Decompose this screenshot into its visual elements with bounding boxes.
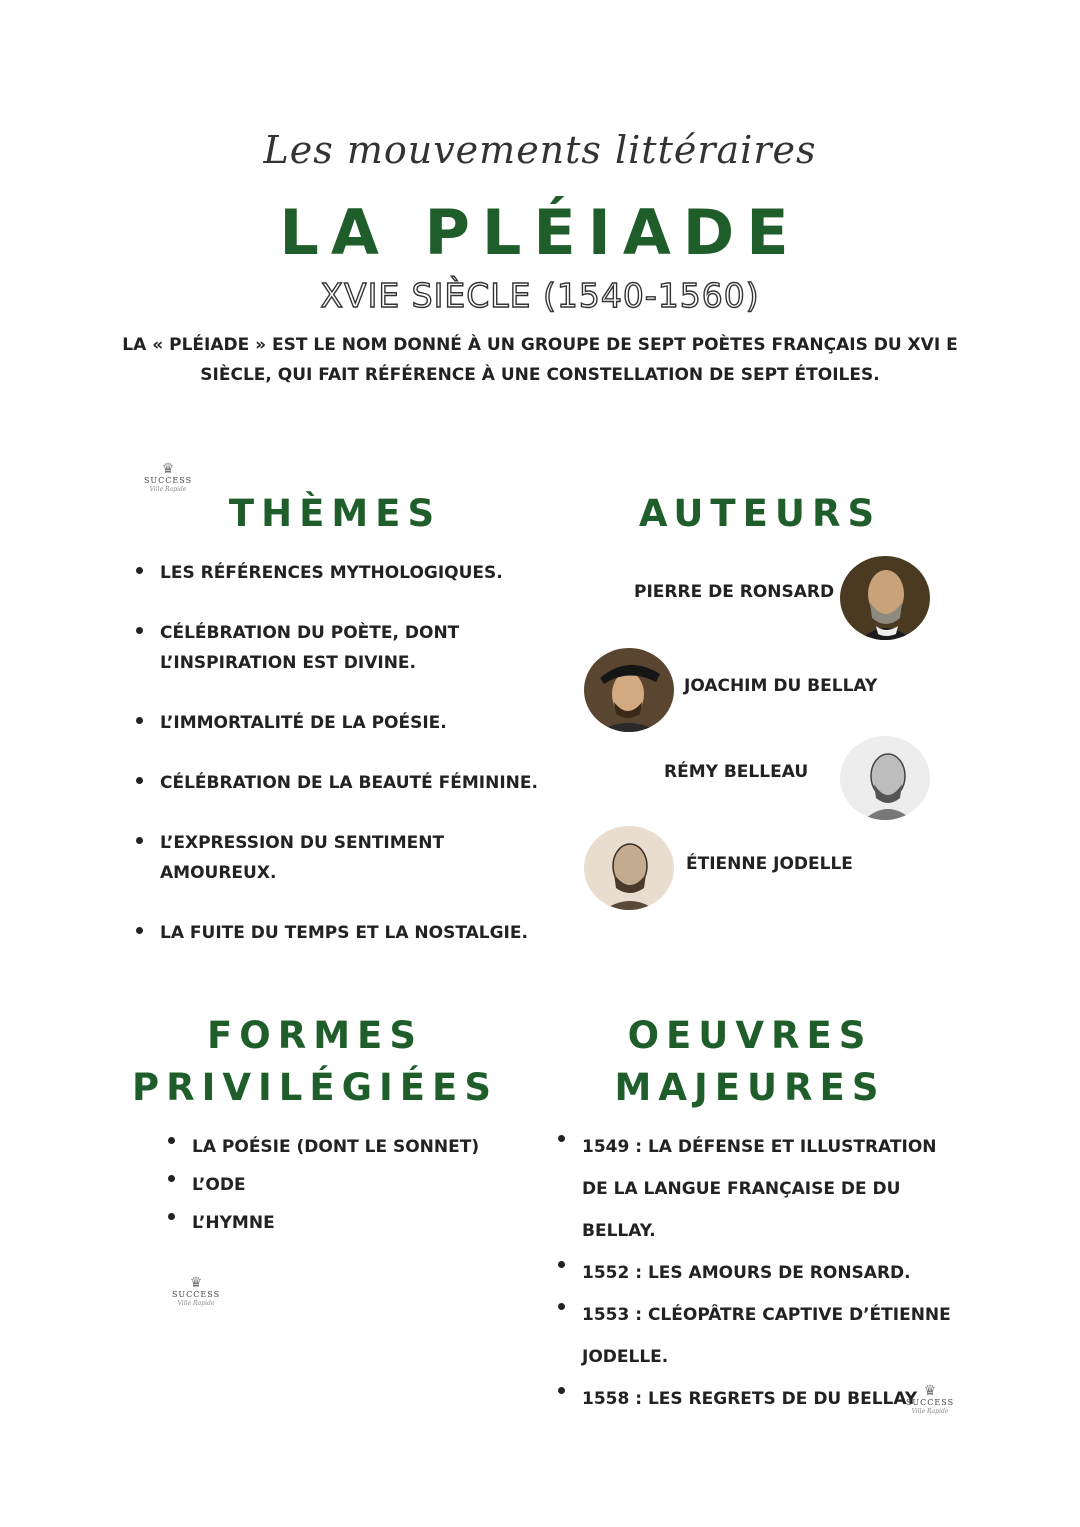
forms-heading (110, 1010, 520, 1114)
forms-list (168, 1128, 548, 1242)
author-name-jodelle: ÉTIENNE JODELLE (686, 854, 853, 874)
logo-sub: Ville Rapide (177, 1300, 215, 1307)
list-item: 1549 : LA DÉFENSE ET ILLUSTRATION DE LA LANGUE FRANÇAISE DE DU BELLAY. (558, 1126, 968, 1252)
works-heading-line2: MAJEURES (614, 1066, 886, 1109)
du-bellay-portrait-icon (584, 648, 674, 732)
script-subtitle: Les mouvements littéraires (263, 128, 817, 172)
themes-heading: THÈMES (228, 492, 442, 535)
logo-mark-icon: ♛ (923, 1383, 937, 1399)
list-item: L’HYMNE (168, 1204, 548, 1242)
list-item: LES RÉFÉRENCES MYTHOLOGIQUES. (136, 558, 556, 588)
works-heading-line1: OEUVRES (627, 1014, 873, 1057)
logo-mark-icon: ♛ (161, 461, 175, 477)
list-item: LA POÉSIE (DONT LE SONNET) (168, 1128, 548, 1166)
list-item: 1552 : LES AMOURS DE RONSARD. (558, 1252, 968, 1294)
logo-sub: Ville Rapide (911, 1408, 949, 1415)
intro-paragraph: LA « PLÉIADE » EST LE NOM DONNÉ À UN GROUPE DE SEPT POÈTES FRANÇAIS DU XVI E SIÈCLE, QUI FAIT RÉFÉRENCE À UNE CONSTELLATION DE SEPT ÉTOILES. (122, 335, 958, 385)
list-item: 1558 : LES REGRETS DE DU BELLAY (558, 1378, 968, 1420)
forms-heading-line1: FORMES (207, 1014, 423, 1057)
logo-word: SUCCESS (171, 1290, 221, 1299)
logo-sub: Ville Rapide (149, 486, 187, 493)
ronsard-portrait-icon (840, 556, 930, 640)
logo-word: SUCCESS (905, 1398, 955, 1407)
list-item: CÉLÉBRATION DU POÈTE, DONT L’INSPIRATION EST DIVINE. (136, 618, 490, 678)
list-item: 1553 : CLÉOPÂTRE CAPTIVE D’ÉTIENNE JODELLE. (558, 1294, 962, 1378)
themes-list (136, 558, 556, 978)
success-logo (900, 1384, 960, 1416)
success-logo (166, 1276, 226, 1308)
list-item: LA FUITE DU TEMPS ET LA NOSTALGIE. (136, 918, 556, 948)
list-item: L’EXPRESSION DU SENTIMENT AMOUREUX. (136, 828, 480, 888)
list-item: CÉLÉBRATION DE LA BEAUTÉ FÉMININE. (136, 768, 556, 798)
author-name-du-bellay: JOACHIM DU BELLAY (684, 676, 878, 696)
logo-mark-icon: ♛ (189, 1275, 203, 1291)
list-item: L’ODE (168, 1166, 548, 1204)
author-name-ronsard: PIERRE DE RONSARD (634, 582, 835, 602)
jodelle-portrait-icon (584, 826, 674, 910)
list-item: L’IMMORTALITÉ DE LA POÉSIE. (136, 708, 556, 738)
logo-word: SUCCESS (143, 476, 193, 485)
belleau-portrait-icon (840, 736, 930, 820)
century-subtitle: XVIE SIÈCLE (1540-1560) (320, 276, 760, 315)
forms-heading-line2: PRIVILÉGIÉES (132, 1066, 498, 1109)
author-name-belleau: RÉMY BELLEAU (664, 762, 809, 782)
works-heading (550, 1010, 950, 1114)
authors-heading: AUTEURS (638, 492, 882, 535)
works-list (558, 1126, 968, 1420)
page-title: LA PLÉIADE (279, 196, 801, 269)
